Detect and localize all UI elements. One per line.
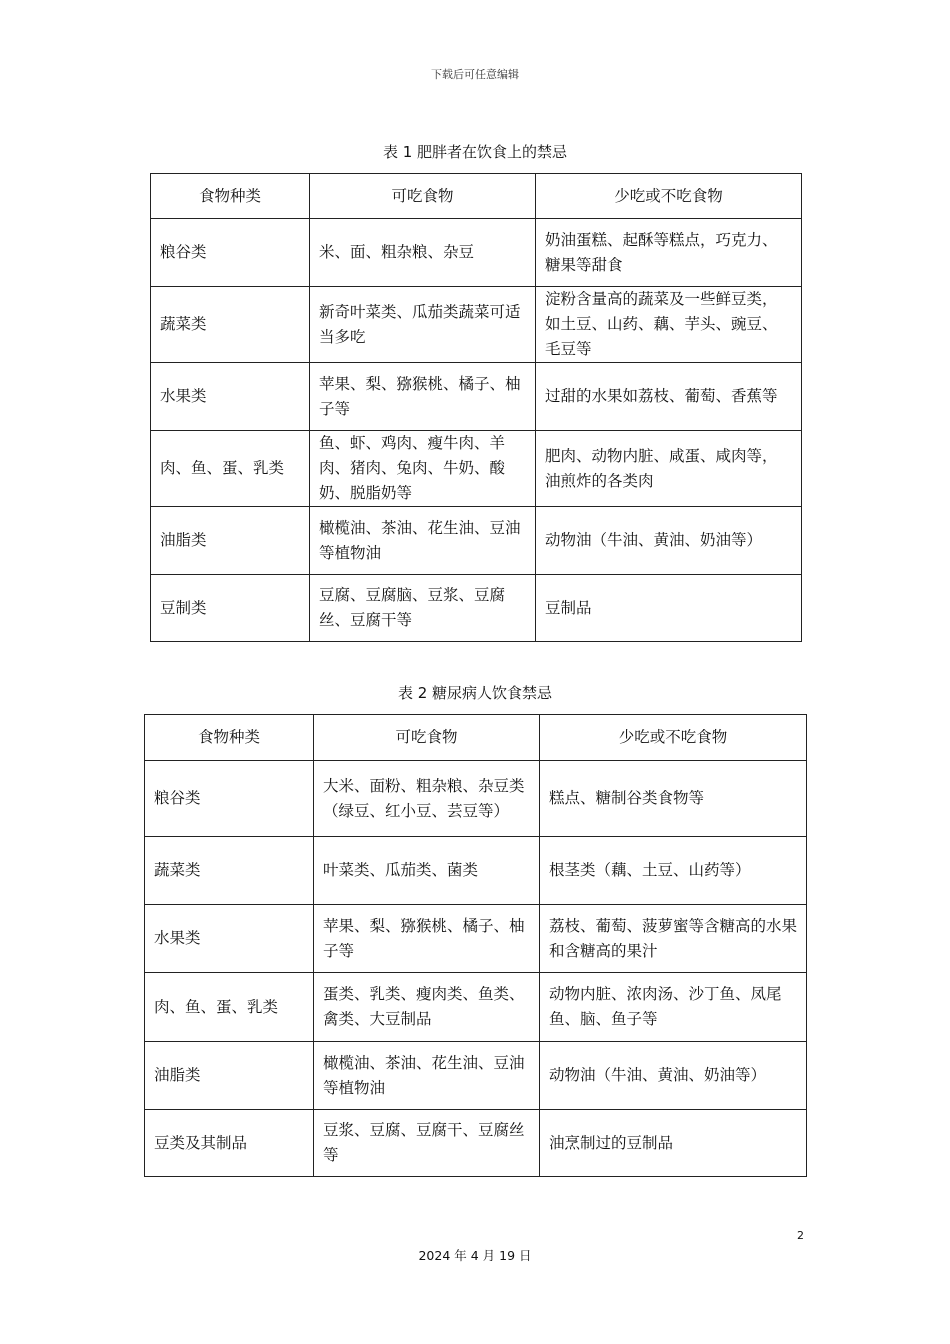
allowed-food-cell: 苹果、梨、猕猴桃、橘子、柚子等: [310, 363, 536, 431]
allowed-food-cell: 米、面、粗杂粮、杂豆: [310, 219, 536, 287]
table-row: [145, 837, 807, 905]
restricted-food-cell: 奶油蛋糕、起酥等糕点，巧克力、糖果等甜食: [536, 219, 802, 287]
restricted-food-cell: 过甜的水果如荔枝、葡萄、香蕉等: [536, 363, 802, 431]
header-cell: 可吃食物: [314, 715, 540, 761]
table-row: [145, 905, 807, 973]
restricted-food-cell: 豆制品: [536, 575, 802, 642]
header-cell: 少吃或不吃食物: [536, 174, 802, 219]
category-cell: 油脂类: [151, 507, 310, 575]
diabetes-diet-table: [144, 714, 807, 1177]
category-cell: 蔬菜类: [145, 837, 314, 905]
allowed-food-cell: 橄榄油、茶油、花生油、豆油等植物油: [314, 1042, 540, 1110]
allowed-food-cell: 蛋类、乳类、瘦肉类、鱼类、禽类、大豆制品: [314, 973, 540, 1042]
header-cell: 食物种类: [145, 715, 314, 761]
table2-caption: 表 2 糖尿病人饮食禁忌: [397, 684, 553, 702]
table-row: [145, 973, 807, 1042]
restricted-food-cell: 淀粉含量高的蔬菜及一些鲜豆类，如土豆、山药、藕、芋头、豌豆、毛豆等: [536, 287, 802, 363]
obesity-diet-table: [150, 173, 802, 642]
category-cell: 肉、鱼、蛋、乳类: [151, 431, 310, 507]
category-cell: 蔬菜类: [151, 287, 310, 363]
table-row: [151, 507, 802, 575]
table-header-row: [145, 715, 807, 761]
table-row: [145, 1110, 807, 1177]
allowed-food-cell: 橄榄油、茶油、花生油、豆油等植物油: [310, 507, 536, 575]
table-row: [145, 1042, 807, 1110]
category-cell: 粮谷类: [151, 219, 310, 287]
category-cell: 豆制类: [151, 575, 310, 642]
category-cell: 粮谷类: [145, 761, 314, 837]
category-cell: 肉、鱼、蛋、乳类: [145, 973, 314, 1042]
restricted-food-cell: 荔枝、葡萄、菠萝蜜等含糖高的水果和含糖高的果汁: [540, 905, 807, 973]
restricted-food-cell: 动物油（牛油、黄油、奶油等）: [540, 1042, 807, 1110]
allowed-food-cell: 新奇叶菜类、瓜茄类蔬菜可适当多吃: [310, 287, 536, 363]
page-number: 2: [797, 1229, 804, 1242]
allowed-food-cell: 大米、面粉、粗杂粮、杂豆类（绿豆、红小豆、芸豆等）: [314, 761, 540, 837]
restricted-food-cell: 肥肉、动物内脏、咸蛋、咸肉等，油煎炸的各类肉: [536, 431, 802, 507]
allowed-food-cell: 豆浆、豆腐、豆腐干、豆腐丝等: [314, 1110, 540, 1177]
page-footer-date: 2024 年 4 月 19 日: [418, 1248, 532, 1263]
table-row: [151, 431, 802, 507]
restricted-food-cell: 油烹制过的豆制品: [540, 1110, 807, 1177]
table1-caption: 表 1 肥胖者在饮食上的禁忌: [382, 143, 568, 161]
page-header: 下载后可任意编辑: [431, 68, 519, 81]
table-header-row: [151, 174, 802, 219]
table-row: [151, 575, 802, 642]
category-cell: 水果类: [145, 905, 314, 973]
category-cell: 豆类及其制品: [145, 1110, 314, 1177]
allowed-food-cell: 豆腐、豆腐脑、豆浆、豆腐丝、豆腐干等: [310, 575, 536, 642]
allowed-food-cell: 叶菜类、瓜茄类、菌类: [314, 837, 540, 905]
header-cell: 少吃或不吃食物: [540, 715, 807, 761]
allowed-food-cell: 苹果、梨、猕猴桃、橘子、柚子等: [314, 905, 540, 973]
category-cell: 水果类: [151, 363, 310, 431]
restricted-food-cell: 糕点、糖制谷类食物等: [540, 761, 807, 837]
table-row: [151, 287, 802, 363]
restricted-food-cell: 动物油（牛油、黄油、奶油等）: [536, 507, 802, 575]
restricted-food-cell: 根茎类（藕、土豆、山药等）: [540, 837, 807, 905]
header-cell: 食物种类: [151, 174, 310, 219]
allowed-food-cell: 鱼、虾、鸡肉、瘦牛肉、羊肉、猪肉、兔肉、牛奶、酸奶、脱脂奶等: [310, 431, 536, 507]
table-row: [145, 761, 807, 837]
header-cell: 可吃食物: [310, 174, 536, 219]
restricted-food-cell: 动物内脏、浓肉汤、沙丁鱼、凤尾鱼、脑、鱼子等: [540, 973, 807, 1042]
table-row: [151, 219, 802, 287]
category-cell: 油脂类: [145, 1042, 314, 1110]
table-row: [151, 363, 802, 431]
